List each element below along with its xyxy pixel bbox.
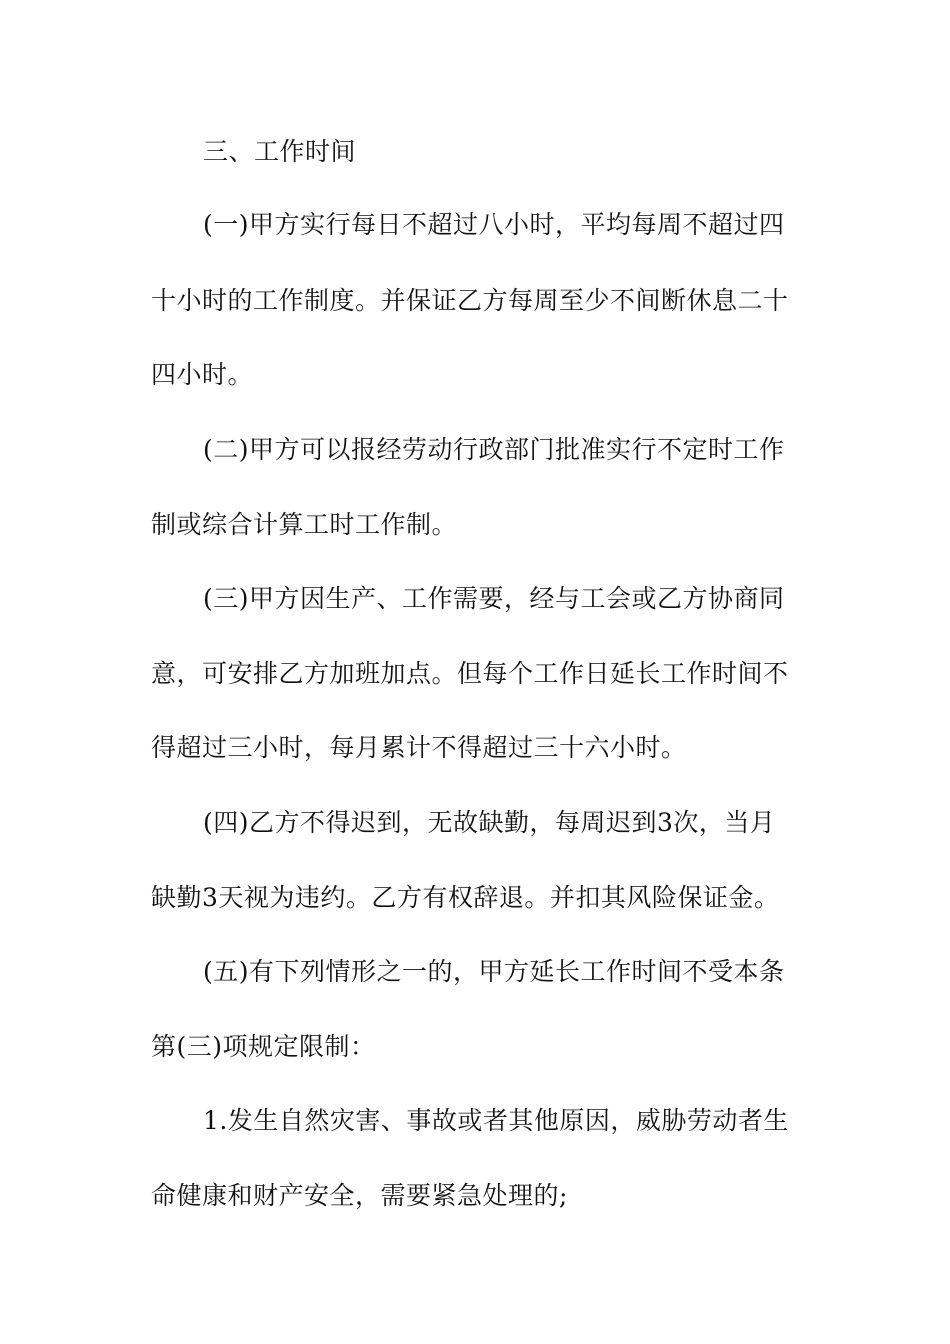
paragraph-line: 十小时的工作制度。并保证乙方每周至少不间断休息二十	[151, 286, 789, 315]
paragraph-line: (四)乙方不得迟到，无故缺勤，每周迟到3次，当月	[203, 808, 776, 837]
paragraph-line: 制或综合计算工时工作制。	[151, 510, 458, 539]
paragraph-line: 1.发生自然灾害、事故或者其他原因，威胁劳动者生	[203, 1106, 789, 1135]
paragraph-line: 缺勤3天视为违约。乙方有权辞退。并扣其风险保证金。	[151, 883, 780, 912]
paragraph-line: 第(三)项规定限制：	[151, 1032, 376, 1061]
paragraph-line: (二)甲方可以报经劳动行政部门批准实行不定时工作	[203, 435, 785, 464]
section-heading: 三、工作时间	[203, 137, 357, 166]
paragraph-line: (五)有下列情形之一的，甲方延长工作时间不受本条	[203, 957, 785, 986]
paragraph-line: 得超过三小时，每月累计不得超过三十六小时。	[151, 733, 687, 762]
paragraph-line: 命健康和财产安全，需要紧急处理的;	[151, 1181, 568, 1210]
paragraph-line: 四小时。	[151, 360, 254, 389]
paragraph-line: (三)甲方因生产、工作需要，经与工会或乙方协商同	[203, 584, 785, 613]
paragraph-line: 意，可安排乙方加班加点。但每个工作日延长工作时间不	[151, 659, 789, 688]
paragraph-line: (一)甲方实行每日不超过八小时，平均每周不超过四	[203, 210, 785, 239]
